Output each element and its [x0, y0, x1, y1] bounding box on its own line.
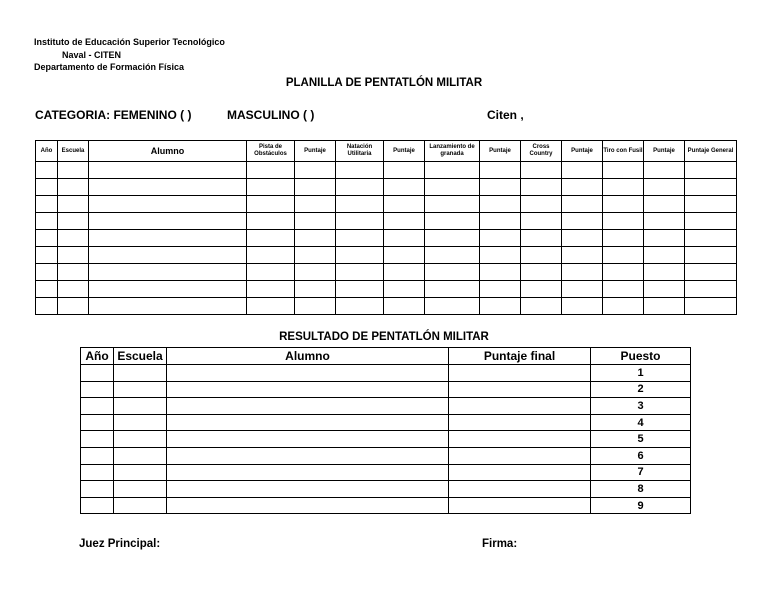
table-cell[interactable] — [449, 365, 591, 382]
table-cell[interactable] — [336, 162, 384, 179]
table-cell[interactable] — [336, 213, 384, 230]
table-cell[interactable] — [685, 213, 737, 230]
table-cell[interactable] — [114, 414, 167, 431]
judge-label: Juez Principal: — [79, 538, 161, 550]
col-puntaje-general: Puntaje General — [685, 141, 737, 162]
table-cell[interactable] — [562, 179, 603, 196]
table-cell[interactable] — [521, 247, 562, 264]
table-cell[interactable] — [114, 497, 167, 514]
table-cell[interactable] — [247, 298, 295, 315]
table-cell[interactable] — [603, 162, 644, 179]
table-cell[interactable] — [295, 196, 336, 213]
table-cell[interactable] — [81, 381, 114, 398]
table-cell[interactable] — [167, 447, 449, 464]
table-cell[interactable] — [247, 179, 295, 196]
table-cell[interactable] — [295, 264, 336, 281]
results-table — [80, 347, 691, 514]
institute-name-line2: Naval - CITEN — [62, 49, 122, 60]
table-cell[interactable] — [603, 230, 644, 247]
col-alumno: Alumno — [89, 141, 247, 162]
position-cell: 8 — [591, 481, 691, 498]
table-cell[interactable] — [384, 230, 425, 247]
table-cell[interactable] — [425, 264, 480, 281]
table-row — [81, 464, 691, 481]
table-cell[interactable] — [644, 264, 685, 281]
table-cell[interactable] — [562, 281, 603, 298]
col-anio: Año — [36, 141, 58, 162]
table-cell[interactable] — [603, 213, 644, 230]
category-masculino: MASCULINO ( ) — [227, 108, 315, 122]
table-cell[interactable] — [295, 179, 336, 196]
table-cell[interactable] — [384, 281, 425, 298]
table-cell[interactable] — [480, 264, 521, 281]
position-cell: 6 — [591, 447, 691, 464]
col-puntaje: Puntaje — [384, 141, 425, 162]
table-cell[interactable] — [114, 398, 167, 415]
table-cell[interactable] — [247, 264, 295, 281]
table-cell[interactable] — [603, 179, 644, 196]
table-cell[interactable] — [521, 281, 562, 298]
table-cell[interactable] — [36, 298, 58, 315]
table-cell[interactable] — [295, 247, 336, 264]
table-cell[interactable] — [81, 464, 114, 481]
table-cell[interactable] — [58, 213, 89, 230]
table-row — [81, 398, 691, 415]
col-puesto: Puesto — [591, 348, 691, 365]
table-cell[interactable] — [562, 298, 603, 315]
table-cell[interactable] — [58, 247, 89, 264]
table-cell[interactable] — [449, 431, 591, 448]
table-cell[interactable] — [89, 162, 247, 179]
table-cell[interactable] — [521, 298, 562, 315]
table-cell[interactable] — [685, 179, 737, 196]
results-title: RESULTADO DE PENTATLÓN MILITAR — [279, 331, 489, 343]
table-cell[interactable] — [81, 447, 114, 464]
table-cell[interactable] — [562, 196, 603, 213]
institute-block — [34, 36, 225, 74]
table-row — [81, 365, 691, 382]
table-cell[interactable] — [449, 381, 591, 398]
table-cell[interactable] — [480, 247, 521, 264]
table-cell[interactable] — [685, 196, 737, 213]
table-cell[interactable] — [89, 264, 247, 281]
table-cell[interactable] — [644, 196, 685, 213]
table-cell[interactable] — [36, 179, 58, 196]
table-cell[interactable] — [644, 179, 685, 196]
table-cell[interactable] — [247, 213, 295, 230]
category-femenino: CATEGORIA: FEMENINO ( ) — [35, 108, 192, 122]
table-cell[interactable] — [480, 179, 521, 196]
table-cell[interactable] — [384, 196, 425, 213]
table-cell[interactable] — [603, 196, 644, 213]
table-cell[interactable] — [384, 179, 425, 196]
table-cell[interactable] — [89, 281, 247, 298]
table-cell[interactable] — [644, 298, 685, 315]
table-cell[interactable] — [449, 497, 591, 514]
table-cell[interactable] — [562, 247, 603, 264]
table-cell[interactable] — [449, 481, 591, 498]
col-puntaje-final: Puntaje final — [449, 348, 591, 365]
table-cell[interactable] — [425, 213, 480, 230]
table-cell[interactable] — [480, 196, 521, 213]
position-cell: 3 — [591, 398, 691, 415]
col-escuela: Escuela — [114, 348, 167, 365]
table-cell[interactable] — [336, 230, 384, 247]
table-cell[interactable] — [336, 264, 384, 281]
table-cell[interactable] — [247, 230, 295, 247]
table-cell[interactable] — [58, 264, 89, 281]
table-cell[interactable] — [58, 298, 89, 315]
col-puntaje: Puntaje — [644, 141, 685, 162]
col-tiro-fusil: Tiro con Fusil — [603, 141, 644, 162]
table-row — [36, 298, 737, 315]
table-cell[interactable] — [81, 365, 114, 382]
table-cell[interactable] — [36, 247, 58, 264]
table-cell[interactable] — [81, 414, 114, 431]
pentathlon-score-table — [35, 140, 737, 315]
table-cell[interactable] — [81, 398, 114, 415]
table-cell[interactable] — [644, 247, 685, 264]
table-cell[interactable] — [167, 365, 449, 382]
table-row — [36, 247, 737, 264]
table-cell[interactable] — [449, 398, 591, 415]
table-cell[interactable] — [336, 247, 384, 264]
table-cell[interactable] — [521, 162, 562, 179]
table-cell[interactable] — [685, 247, 737, 264]
table-cell[interactable] — [295, 298, 336, 315]
signature-label: Firma: — [482, 538, 518, 550]
table-row — [81, 447, 691, 464]
table-cell[interactable] — [58, 196, 89, 213]
table-cell[interactable] — [384, 264, 425, 281]
table-cell[interactable] — [295, 213, 336, 230]
col-alumno: Alumno — [167, 348, 449, 365]
table-cell[interactable] — [336, 298, 384, 315]
table-cell[interactable] — [114, 431, 167, 448]
table-cell[interactable] — [449, 414, 591, 431]
col-cross-country: Cross Country — [521, 141, 562, 162]
col-puntaje: Puntaje — [295, 141, 336, 162]
table-cell[interactable] — [89, 179, 247, 196]
table-cell[interactable] — [167, 464, 449, 481]
table-cell[interactable] — [480, 298, 521, 315]
table-cell[interactable] — [685, 162, 737, 179]
table-cell[interactable] — [449, 464, 591, 481]
table-cell[interactable] — [644, 281, 685, 298]
table-cell[interactable] — [603, 264, 644, 281]
table-cell[interactable] — [425, 281, 480, 298]
col-puntaje: Puntaje — [562, 141, 603, 162]
table-cell[interactable] — [384, 247, 425, 264]
table-cell[interactable] — [167, 414, 449, 431]
col-lanzamiento-granada: Lanzamiento de granada — [425, 141, 480, 162]
page-title: PLANILLA DE PENTATLÓN MILITAR — [285, 77, 483, 89]
institute-name-line1: Instituto de Educación Superior Tecnológico — [34, 37, 225, 47]
position-cell: 7 — [591, 464, 691, 481]
col-anio: Año — [81, 348, 114, 365]
table-cell[interactable] — [562, 213, 603, 230]
table-cell[interactable] — [81, 497, 114, 514]
table-cell[interactable] — [36, 213, 58, 230]
position-cell: 1 — [591, 365, 691, 382]
table-row — [81, 481, 691, 498]
table-cell[interactable] — [36, 162, 58, 179]
table-cell[interactable] — [295, 230, 336, 247]
table-cell[interactable] — [58, 230, 89, 247]
table-cell[interactable] — [562, 230, 603, 247]
table-cell[interactable] — [114, 464, 167, 481]
table-cell[interactable] — [89, 247, 247, 264]
table-row — [81, 414, 691, 431]
position-cell: 4 — [591, 414, 691, 431]
table-cell[interactable] — [521, 264, 562, 281]
table-cell[interactable] — [336, 196, 384, 213]
table-cell[interactable] — [167, 398, 449, 415]
table-cell[interactable] — [521, 196, 562, 213]
table-cell[interactable] — [480, 162, 521, 179]
table-cell[interactable] — [644, 162, 685, 179]
table-cell[interactable] — [425, 230, 480, 247]
table-cell[interactable] — [247, 162, 295, 179]
table-cell[interactable] — [685, 230, 737, 247]
table-cell[interactable] — [521, 179, 562, 196]
citen-date-label: Citen , — [487, 108, 524, 122]
table-cell[interactable] — [384, 162, 425, 179]
table-cell[interactable] — [603, 247, 644, 264]
table-cell[interactable] — [167, 481, 449, 498]
table-cell[interactable] — [247, 281, 295, 298]
table-cell[interactable] — [336, 281, 384, 298]
table-cell[interactable] — [114, 381, 167, 398]
table-cell[interactable] — [644, 230, 685, 247]
table-cell[interactable] — [336, 179, 384, 196]
position-cell: 2 — [591, 381, 691, 398]
table-cell[interactable] — [521, 230, 562, 247]
table-cell[interactable] — [384, 298, 425, 315]
table-cell[interactable] — [685, 298, 737, 315]
table-cell[interactable] — [425, 162, 480, 179]
col-escuela: Escuela — [58, 141, 89, 162]
col-natacion-utilitaria: Natación Utilitaria — [336, 141, 384, 162]
table-cell[interactable] — [685, 281, 737, 298]
table-cell[interactable] — [89, 298, 247, 315]
table-cell[interactable] — [58, 281, 89, 298]
table-cell[interactable] — [36, 196, 58, 213]
results-table-header — [81, 348, 691, 365]
table-cell[interactable] — [425, 298, 480, 315]
table-cell[interactable] — [425, 179, 480, 196]
table-cell[interactable] — [247, 196, 295, 213]
table-cell[interactable] — [58, 179, 89, 196]
table-row — [81, 497, 691, 514]
table-cell[interactable] — [114, 365, 167, 382]
table-cell[interactable] — [89, 213, 247, 230]
table-cell[interactable] — [603, 281, 644, 298]
col-puntaje: Puntaje — [480, 141, 521, 162]
table-row — [36, 179, 737, 196]
table-cell[interactable] — [81, 431, 114, 448]
table-cell[interactable] — [449, 447, 591, 464]
score-table-header — [36, 141, 737, 162]
position-cell: 5 — [591, 431, 691, 448]
table-cell[interactable] — [114, 447, 167, 464]
table-cell[interactable] — [114, 481, 167, 498]
table-cell[interactable] — [480, 213, 521, 230]
table-row — [36, 281, 737, 298]
table-cell[interactable] — [295, 162, 336, 179]
table-cell[interactable] — [89, 230, 247, 247]
table-cell[interactable] — [521, 213, 562, 230]
table-row — [36, 196, 737, 213]
department-name: Departamento de Formación Física — [34, 62, 185, 72]
table-cell[interactable] — [562, 264, 603, 281]
table-cell[interactable] — [384, 213, 425, 230]
table-row — [81, 431, 691, 448]
table-row — [36, 213, 737, 230]
table-cell[interactable] — [81, 481, 114, 498]
table-cell[interactable] — [36, 264, 58, 281]
table-cell[interactable] — [425, 196, 480, 213]
table-cell[interactable] — [425, 247, 480, 264]
table-cell[interactable] — [36, 281, 58, 298]
table-cell[interactable] — [58, 162, 89, 179]
table-cell[interactable] — [644, 213, 685, 230]
table-cell[interactable] — [685, 264, 737, 281]
table-row — [36, 230, 737, 247]
table-cell[interactable] — [167, 381, 449, 398]
table-cell[interactable] — [480, 230, 521, 247]
col-pista-obstaculos: Pista de Obstáculos — [247, 141, 295, 162]
table-cell[interactable] — [36, 230, 58, 247]
position-cell: 9 — [591, 497, 691, 514]
table-cell[interactable] — [480, 281, 521, 298]
table-cell[interactable] — [562, 162, 603, 179]
table-row — [36, 162, 737, 179]
table-cell[interactable] — [89, 196, 247, 213]
table-cell[interactable] — [603, 298, 644, 315]
table-row — [81, 381, 691, 398]
table-cell[interactable] — [167, 497, 449, 514]
table-cell[interactable] — [295, 281, 336, 298]
table-row — [36, 264, 737, 281]
table-cell[interactable] — [167, 431, 449, 448]
table-cell[interactable] — [247, 247, 295, 264]
